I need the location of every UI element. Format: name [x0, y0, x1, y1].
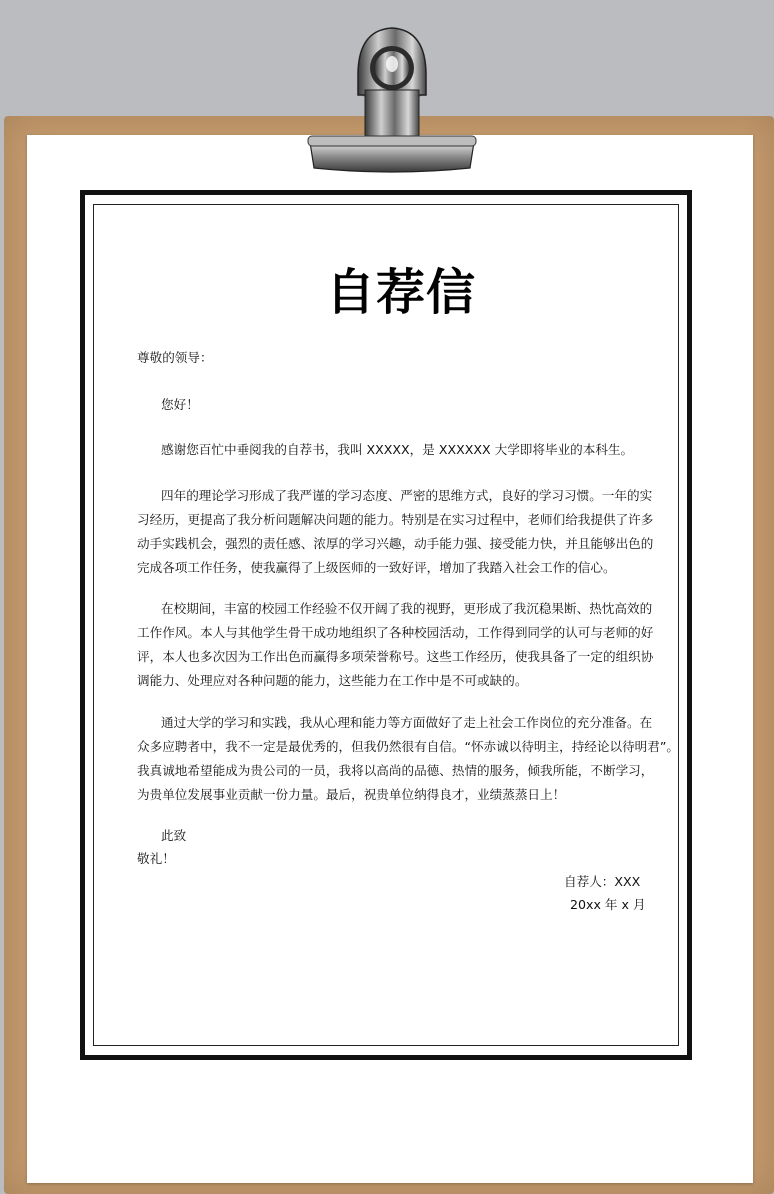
paragraph-line: 习经历，更提高了我分析问题解决问题的能力。特别是在实习过程中，老师们给我提供了许多: [137, 512, 654, 527]
paragraph-line: 众多应聘者中，我不一定是最优秀的，但我仍然很有自信。“怀赤诚以待明主，持经论以待明君”。: [137, 739, 679, 754]
paragraph-line: 为贵单位发展事业贡献一份力量。最后，祝贵单位纳得良才，业绩蒸蒸日上！: [137, 787, 566, 802]
paragraph-line: 我真诚地希望能成为贵公司的一员，我将以高尚的品德、热情的服务，倾我所能，不断学习，: [137, 763, 654, 778]
paragraph-line: 在校期间，丰富的校园工作经验不仅开阔了我的视野，更形成了我沉稳果断、热忱高效的: [161, 601, 653, 616]
date: 20xx 年 x 月: [570, 897, 646, 912]
paragraph-line: 四年的理论学习形成了我严谨的学习态度、严密的思维方式，良好的学习习惯。一年的实: [161, 488, 653, 503]
paragraph-line: 评，本人也多次因为工作出色而赢得多项荣誉称号。这些工作经历，使我具备了一定的组织协: [137, 649, 654, 664]
paragraph-line: 工作作风。本人与其他学生骨干成功地组织了各种校园活动，工作得到同学的认可与老师的好: [137, 625, 654, 640]
page-title: 自荐信: [325, 264, 476, 321]
intro-line: 感谢您百忙中垂阅我的自荐书，我叫 XXXXX，是 XXXXXX 大学即将毕业的本科生。: [161, 442, 634, 457]
paragraph-1: [137, 484, 654, 580]
binder-clip-icon: [0, 0, 774, 200]
paragraph-line: 调能力、处理应对各种问题的能力，这些能力在工作中是不可或缺的。: [137, 673, 528, 688]
paragraph-line: 通过大学的学习和实践，我从心理和能力等方面做好了走上社会工作岗位的充分准备。在: [161, 715, 653, 730]
closing-ci-zhi: 此致: [161, 828, 187, 843]
salutation: 尊敬的领导：: [137, 350, 213, 365]
signature: 自荐人：XXX: [564, 874, 641, 889]
closing-jing-li: 敬礼！: [137, 851, 175, 866]
paragraph-line: 完成各项工作任务，使我赢得了上级医师的一致好评，增加了我踏入社会工作的信心。: [137, 560, 616, 575]
greeting: 您好！: [161, 397, 199, 412]
paragraph-3: [137, 711, 679, 807]
paragraph-line: 动手实践机会，强烈的责任感、浓厚的学习兴趣，动手能力强、接受能力快，并且能够出色的: [137, 536, 654, 551]
paragraph-2: [137, 597, 654, 693]
